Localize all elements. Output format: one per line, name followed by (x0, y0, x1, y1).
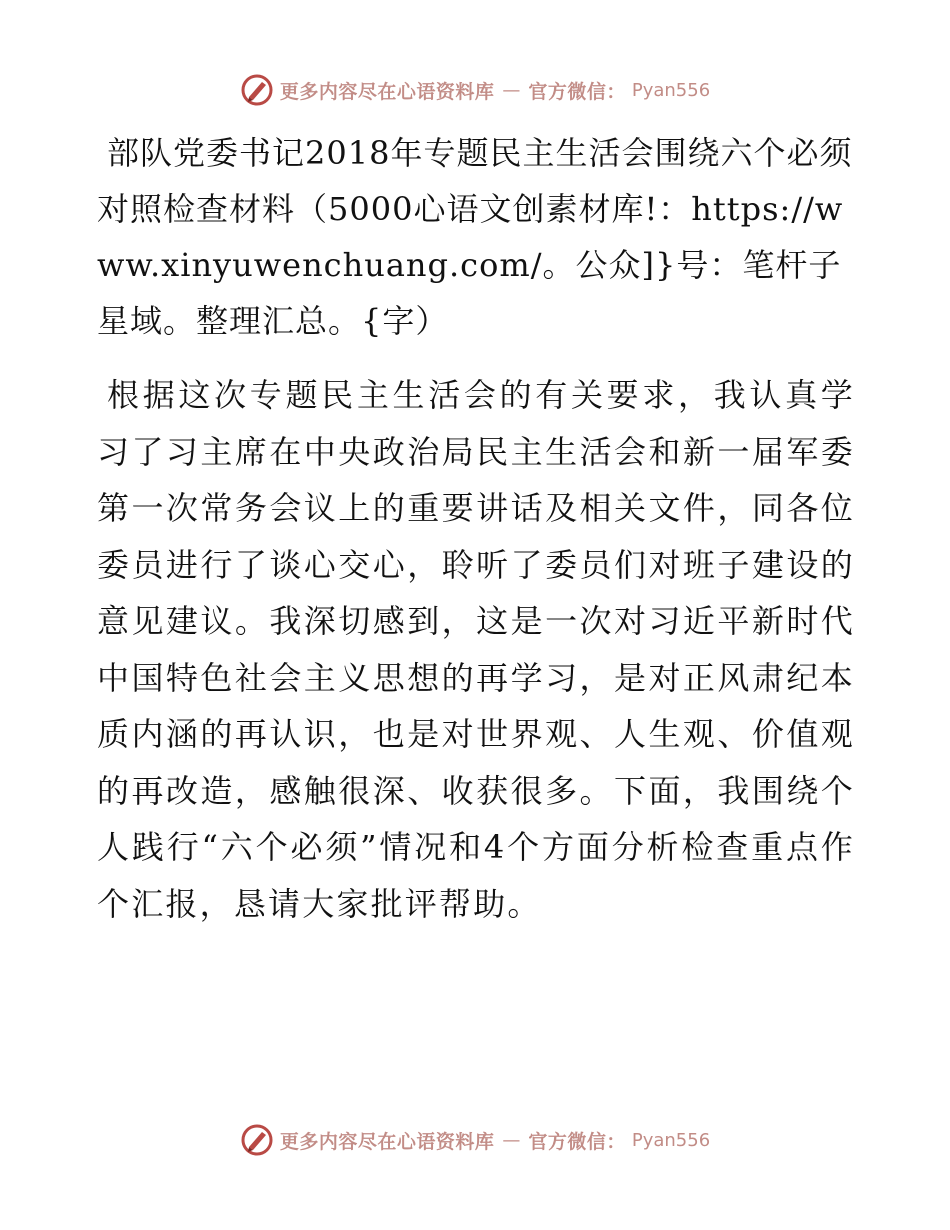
document-title: 部队党委书记2018年专题民主生活会围绕六个必须对照检查材料（5000心语文创素材库!：https://www.xinyuwenchuang.com/。公众]}号：笔杆子星域。整理汇总。{字） (97, 134, 853, 340)
header-watermark-banner (0, 70, 950, 110)
banner-wechat-id: Pyan556 (631, 79, 711, 101)
document-body-paragraph: 根据这次专题民主生活会的有关要求，我认真学习了习主席在中央政治局民主生活会和新一届军委第一次常务会议上的重要讲话及相关文件，同各位委员进行了谈心交心，聆听了委员们对班子建设的意见建议。我深切感到，这是一次对习近平新时代中国特色社会主义思想的再学习，是对正风肃纪本质内涵的再认识，也是对世界观、人生观、价值观的再改造，感触很深、收获很多。下面，我围绕个人践行“六个必须”情况和4个方面分析检查重点作个汇报，恳请大家批评帮助。 (97, 376, 855, 923)
banner-separator: — (502, 79, 521, 101)
banner-wechat-id: Pyan556 (631, 1129, 711, 1151)
banner-slogan: 更多内容尽在心语资料库 (279, 1130, 495, 1153)
pen-logo-icon (240, 73, 274, 107)
footer-watermark-banner (0, 1120, 950, 1160)
pen-logo-icon (240, 1123, 274, 1157)
banner-wechat-label: 官方微信： (528, 80, 626, 103)
banner-wechat-label: 官方微信： (528, 1130, 626, 1153)
banner-slogan: 更多内容尽在心语资料库 (279, 80, 495, 103)
banner-separator: — (502, 1129, 521, 1151)
